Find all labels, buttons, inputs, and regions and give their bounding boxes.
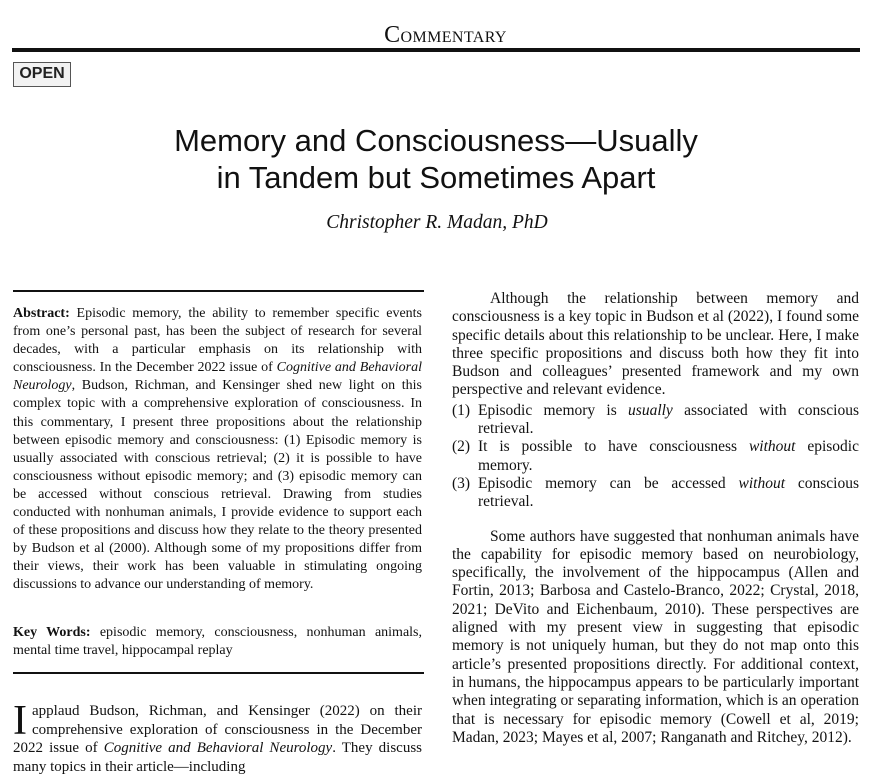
- key-words-text: episodic memory, consciousness, nonhuman animals, mental time travel, hippocampal replay: [13, 625, 422, 659]
- intro-journal: Cognitive and Behavioral Neurology: [103, 740, 333, 757]
- key-words: [13, 624, 422, 660]
- drop-cap: I: [13, 698, 27, 744]
- section-label: COMMENTARY: [384, 22, 507, 48]
- proposition-item: (3) Episodic memory can be accessed without conscious retrieval.: [452, 474, 859, 511]
- intro-text-a: applaud Budson, Richman, and Kensinger (2022) on their comprehensive exploration of consciousness in the December 2022 issue of: [13, 703, 422, 757]
- abstract-label: Abstract:: [13, 306, 70, 321]
- propositions-list: [452, 402, 859, 512]
- paragraph-nonhuman-animals: Some authors have suggested that nonhuman animals have the capability for episodic memory based on neurobiology, specifically, the involvement of the hippocampus (Allen and Fortin, 2013; Barbosa and Castelo-Branco, 2022; Crystal, 2018, 2021; DeVito and Eichenbaum, 2010). These perspectives are aligned with my present view in suggesting that episodic memory is not uniquely human, but they do not map onto this article’s presented propositions directly. For additional context, in humans, the hippocampus appears to be particularly important when integrating or separating information, which is an operation that is necessary for episodic memory (Cowell et al, 2019; Madan, 2023; Mayes et al, 2007; Ranganath and Ritchey, 2012).: [452, 527, 859, 746]
- key-words-label: Key Words:: [13, 625, 91, 640]
- abstract-text-a: Episodic memory, the ability to remember specific events from one’s personal past, has been the subject of research for several decades, with a particular emphasis on its relationship with consciousness. In the December 2022 issue of: [13, 306, 422, 376]
- proposition-item: (1) Episodic memory is usually associated with conscious retrieval.: [452, 401, 859, 438]
- proposition-item: (2) It is possible to have consciousness without episodic memory.: [452, 438, 859, 474]
- abstract: [13, 305, 422, 595]
- paragraph-propositions-intro: Although the relationship between memory and consciousness is a key topic in Budson et al (2022), I found some specific details about this relationship to be unclear. Here, I make three specific propositions and discuss both how they fit into Budson and colleagues’ presented framework and my own perspective and relevant evidence.: [452, 290, 859, 399]
- abstract-text-b: , Budson, Richman, and Kensinger shed new light on this complex topic with a comprehensive exploration of consciousness. In this commentary, I present three propositions about the relationship between episodic memory and consciousness: (1) Episodic memory is usually associated with conscious retrieval; (2) it is possible to have consciousness without episodic memory; and (3) episodic memory can be accessed without conscious retrieval. Drawing from studies conducted with nonhuman animals, I provide evidence to support each of these propositions and discuss how they relate to the theory presented by Budson et al (2000). Although some of my propositions differ from their views, their work has been valuable in stimulating ongoing discussions to advance our understanding of memory.: [13, 378, 422, 593]
- open-access-badge: OPEN: [13, 62, 71, 87]
- body-intro-paragraph: [13, 698, 423, 776]
- abstract-bottom-rule: [13, 672, 424, 674]
- intro-text-b: . They discuss many topics in their article—including: [13, 740, 423, 775]
- header-rule: [12, 48, 860, 52]
- right-column: [452, 290, 859, 747]
- title-line-2: in Tandem but Sometimes Apart: [216, 160, 656, 195]
- abstract-top-rule: [13, 290, 424, 292]
- author-byline: Christopher R. Madan, PhD: [326, 212, 548, 233]
- title-line-1: Memory and Consciousness—Usually: [174, 123, 698, 158]
- abstract-journal: Cognitive and Behavioral Neurology: [13, 360, 422, 394]
- article-title: [20, 122, 852, 196]
